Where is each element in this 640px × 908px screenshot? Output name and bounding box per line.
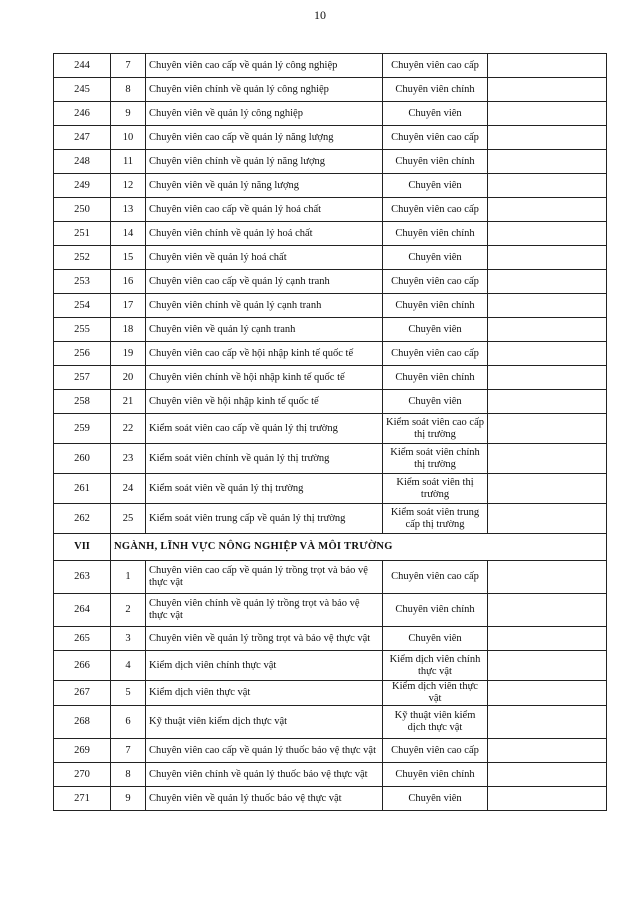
position-rank: Chuyên viên chính (383, 366, 488, 390)
position-name: Kiểm dịch viên chính thực vật (146, 651, 383, 681)
position-name: Kiểm soát viên cao cấp về quản lý thị trường (146, 414, 383, 444)
table-row (54, 706, 607, 739)
row-sub-number: 20 (111, 366, 146, 390)
position-name: Chuyên viên về quản lý năng lượng (146, 174, 383, 198)
row-sub-number: 15 (111, 246, 146, 270)
note-cell (488, 54, 607, 78)
row-number: 268 (54, 706, 111, 739)
row-number: 262 (54, 504, 111, 534)
position-name: Chuyên viên cao cấp về quản lý trồng trọt và bảo vệ thực vật (146, 561, 383, 594)
note-cell (488, 763, 607, 787)
position-rank: Chuyên viên (383, 102, 488, 126)
row-number: 263 (54, 561, 111, 594)
row-sub-number: 7 (111, 54, 146, 78)
position-rank: Chuyên viên cao cấp (383, 270, 488, 294)
position-rank: Chuyên viên cao cấp (383, 561, 488, 594)
row-sub-number: 3 (111, 627, 146, 651)
row-number: 248 (54, 150, 111, 174)
row-sub-number: 24 (111, 474, 146, 504)
position-rank: Chuyên viên (383, 246, 488, 270)
position-name: Chuyên viên về quản lý thuốc bảo vệ thực vật (146, 787, 383, 811)
position-name: Chuyên viên cao cấp về quản lý năng lượng (146, 126, 383, 150)
table-row (54, 414, 607, 444)
position-rank: Kiểm soát viên trung cấp thị trường (383, 504, 488, 534)
position-rank: Chuyên viên chính (383, 594, 488, 627)
note-cell (488, 102, 607, 126)
note-cell (488, 739, 607, 763)
position-rank: Kiểm soát viên cao cấp thị trường (383, 414, 488, 444)
row-number: 245 (54, 78, 111, 102)
position-rank: Kiểm soát viên thị trường (383, 474, 488, 504)
table-row (54, 198, 607, 222)
section-row (54, 534, 607, 561)
position-name: Chuyên viên chính về quản lý thuốc bảo vệ thực vật (146, 763, 383, 787)
row-number: 260 (54, 444, 111, 474)
row-sub-number: 17 (111, 294, 146, 318)
note-cell (488, 787, 607, 811)
row-number: 259 (54, 414, 111, 444)
position-name: Chuyên viên chính về quản lý công nghiệp (146, 78, 383, 102)
row-number: 246 (54, 102, 111, 126)
row-number: 271 (54, 787, 111, 811)
position-rank: Chuyên viên chính (383, 222, 488, 246)
note-cell (488, 681, 607, 706)
position-name: Chuyên viên chính về quản lý trồng trọt và bảo vệ thực vật (146, 594, 383, 627)
position-rank: Chuyên viên cao cấp (383, 342, 488, 366)
row-number: 247 (54, 126, 111, 150)
row-number: 264 (54, 594, 111, 627)
table-row (54, 54, 607, 78)
table-row (54, 342, 607, 366)
table-row (54, 222, 607, 246)
position-name: Chuyên viên về quản lý trồng trọt và bảo vệ thực vật (146, 627, 383, 651)
position-rank: Kỹ thuật viên kiểm dịch thực vật (383, 706, 488, 739)
note-cell (488, 198, 607, 222)
row-sub-number: 19 (111, 342, 146, 366)
section-roman: VII (54, 534, 111, 561)
note-cell (488, 651, 607, 681)
table-row (54, 763, 607, 787)
row-number: 252 (54, 246, 111, 270)
row-sub-number: 14 (111, 222, 146, 246)
table-row (54, 126, 607, 150)
row-number: 257 (54, 366, 111, 390)
table-row (54, 390, 607, 414)
row-number: 266 (54, 651, 111, 681)
position-rank: Chuyên viên cao cấp (383, 54, 488, 78)
position-name: Chuyên viên cao cấp về quản lý thuốc bảo vệ thực vật (146, 739, 383, 763)
table-row (54, 787, 607, 811)
row-number: 261 (54, 474, 111, 504)
table-body (54, 54, 607, 811)
note-cell (488, 627, 607, 651)
table-row (54, 561, 607, 594)
row-number: 255 (54, 318, 111, 342)
table-row (54, 504, 607, 534)
position-name: Chuyên viên về hội nhập kinh tế quốc tế (146, 390, 383, 414)
table-row (54, 444, 607, 474)
position-name: Chuyên viên chính về quản lý cạnh tranh (146, 294, 383, 318)
row-number: 265 (54, 627, 111, 651)
table-row (54, 294, 607, 318)
row-sub-number: 1 (111, 561, 146, 594)
position-rank: Chuyên viên chính (383, 294, 488, 318)
note-cell (488, 504, 607, 534)
table-row (54, 78, 607, 102)
position-rank: Chuyên viên cao cấp (383, 739, 488, 763)
note-cell (488, 150, 607, 174)
row-sub-number: 5 (111, 681, 146, 706)
row-sub-number: 6 (111, 706, 146, 739)
note-cell (488, 318, 607, 342)
row-sub-number: 4 (111, 651, 146, 681)
position-name: Chuyên viên về quản lý cạnh tranh (146, 318, 383, 342)
table-row (54, 102, 607, 126)
note-cell (488, 594, 607, 627)
position-name: Chuyên viên chính về quản lý năng lượng (146, 150, 383, 174)
row-sub-number: 13 (111, 198, 146, 222)
row-sub-number: 2 (111, 594, 146, 627)
row-sub-number: 21 (111, 390, 146, 414)
note-cell (488, 126, 607, 150)
row-number: 258 (54, 390, 111, 414)
position-name: Kiểm soát viên về quản lý thị trường (146, 474, 383, 504)
note-cell (488, 78, 607, 102)
note-cell (488, 222, 607, 246)
row-number: 270 (54, 763, 111, 787)
position-name: Chuyên viên cao cấp về quản lý công nghiệp (146, 54, 383, 78)
row-sub-number: 16 (111, 270, 146, 294)
row-sub-number: 11 (111, 150, 146, 174)
position-rank: Kiểm dịch viên thực vật (383, 681, 488, 706)
page-number: 10 (314, 8, 326, 22)
position-rank: Chuyên viên (383, 627, 488, 651)
row-sub-number: 8 (111, 78, 146, 102)
note-cell (488, 706, 607, 739)
note-cell (488, 294, 607, 318)
position-name: Chuyên viên về quản lý công nghiệp (146, 102, 383, 126)
row-number: 254 (54, 294, 111, 318)
position-name: Chuyên viên chính về hội nhập kinh tế quốc tế (146, 366, 383, 390)
position-name: Kỹ thuật viên kiểm dịch thực vật (146, 706, 383, 739)
position-name: Chuyên viên chính về quản lý hoá chất (146, 222, 383, 246)
row-sub-number: 23 (111, 444, 146, 474)
row-sub-number: 9 (111, 787, 146, 811)
table-row (54, 246, 607, 270)
note-cell (488, 246, 607, 270)
row-number: 253 (54, 270, 111, 294)
row-number: 251 (54, 222, 111, 246)
table-row (54, 594, 607, 627)
section-title: NGÀNH, LĨNH VỰC NÔNG NGHIỆP VÀ MÔI TRƯỜNG (111, 534, 607, 561)
note-cell (488, 414, 607, 444)
row-sub-number: 18 (111, 318, 146, 342)
note-cell (488, 270, 607, 294)
position-rank: Kiểm soát viên chính thị trường (383, 444, 488, 474)
table-row (54, 739, 607, 763)
row-number: 256 (54, 342, 111, 366)
row-sub-number: 10 (111, 126, 146, 150)
row-sub-number: 12 (111, 174, 146, 198)
row-sub-number: 8 (111, 763, 146, 787)
table-row (54, 474, 607, 504)
row-sub-number: 25 (111, 504, 146, 534)
position-name: Chuyên viên cao cấp về quản lý hoá chất (146, 198, 383, 222)
row-number: 249 (54, 174, 111, 198)
table-row (54, 651, 607, 681)
table-row (54, 627, 607, 651)
position-name: Kiểm dịch viên thực vật (146, 681, 383, 706)
row-number: 250 (54, 198, 111, 222)
row-number: 244 (54, 54, 111, 78)
position-name: Chuyên viên về quản lý hoá chất (146, 246, 383, 270)
row-sub-number: 9 (111, 102, 146, 126)
position-rank: Chuyên viên chính (383, 78, 488, 102)
position-rank: Kiểm dịch viên chính thực vật (383, 651, 488, 681)
position-name: Chuyên viên cao cấp về quản lý cạnh tranh (146, 270, 383, 294)
position-rank: Chuyên viên chính (383, 763, 488, 787)
table-row (54, 318, 607, 342)
table-row (54, 366, 607, 390)
table-row (54, 150, 607, 174)
row-sub-number: 22 (111, 414, 146, 444)
note-cell (488, 474, 607, 504)
table-row (54, 681, 607, 706)
note-cell (488, 390, 607, 414)
note-cell (488, 174, 607, 198)
position-rank: Chuyên viên cao cấp (383, 198, 488, 222)
position-name: Chuyên viên cao cấp về hội nhập kinh tế quốc tế (146, 342, 383, 366)
position-rank: Chuyên viên (383, 174, 488, 198)
table-row (54, 270, 607, 294)
position-name: Kiểm soát viên chính về quản lý thị trường (146, 444, 383, 474)
note-cell (488, 561, 607, 594)
position-name: Kiểm soát viên trung cấp về quản lý thị trường (146, 504, 383, 534)
position-table (53, 53, 607, 811)
position-rank: Chuyên viên chính (383, 150, 488, 174)
row-number: 269 (54, 739, 111, 763)
position-rank: Chuyên viên (383, 318, 488, 342)
note-cell (488, 366, 607, 390)
note-cell (488, 444, 607, 474)
table-row (54, 174, 607, 198)
note-cell (488, 342, 607, 366)
position-rank: Chuyên viên (383, 787, 488, 811)
row-sub-number: 7 (111, 739, 146, 763)
position-rank: Chuyên viên cao cấp (383, 126, 488, 150)
position-rank: Chuyên viên (383, 390, 488, 414)
row-number: 267 (54, 681, 111, 706)
